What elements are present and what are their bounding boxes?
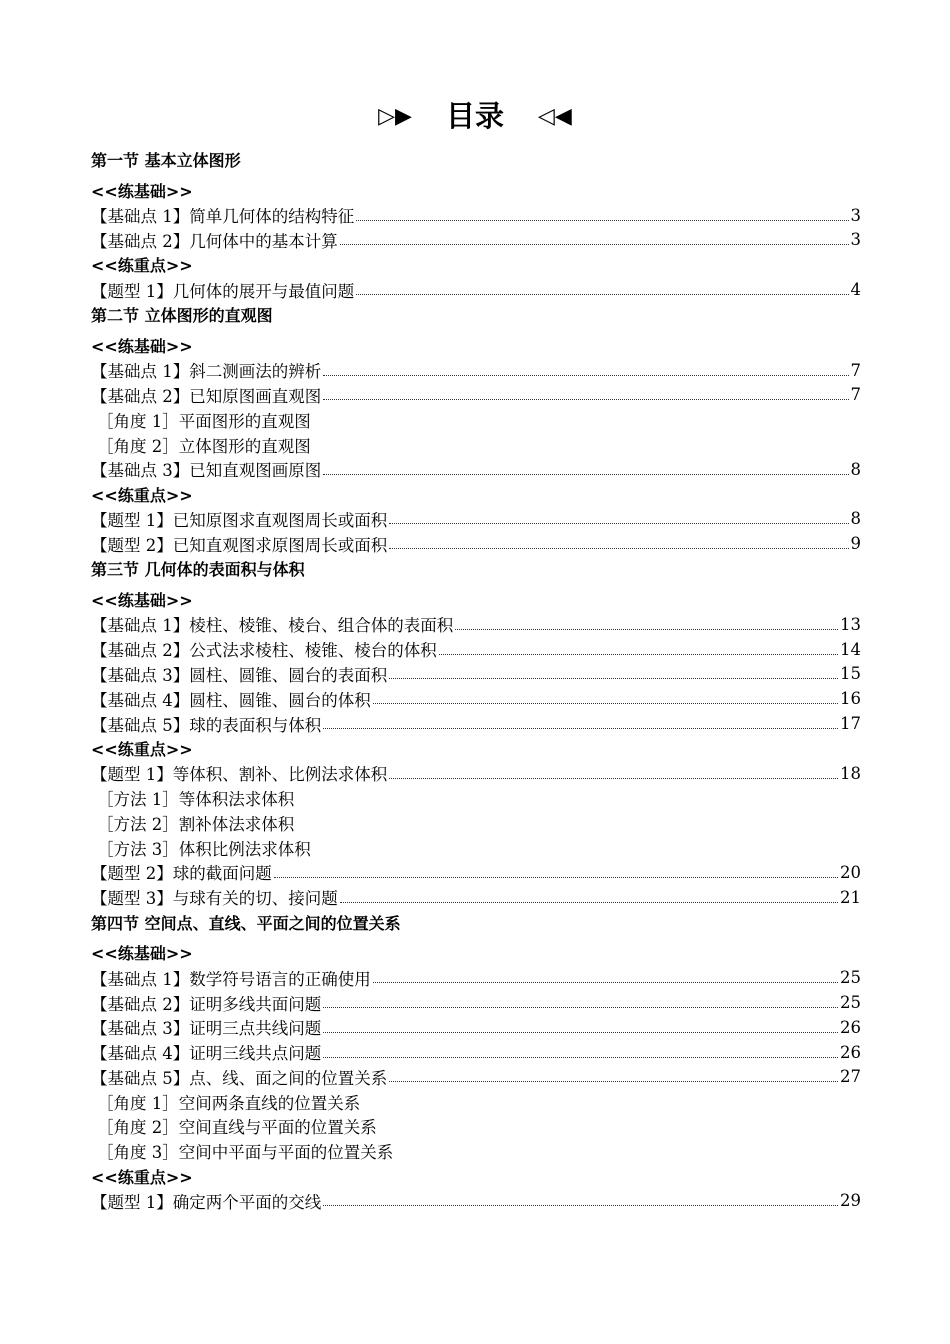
toc-entry[interactable] bbox=[91, 965, 861, 990]
page-number: 15 bbox=[840, 664, 861, 684]
toc-entry[interactable] bbox=[91, 531, 861, 556]
dot-leader bbox=[389, 523, 848, 524]
toc-subentry[interactable] bbox=[91, 1114, 861, 1139]
section-heading[interactable]: 第三节 几何体的表面积与体积 bbox=[91, 560, 305, 580]
entry-label: ［角度 2］空间直线与平面的位置关系 bbox=[97, 1118, 377, 1138]
page-number: 20 bbox=[840, 862, 861, 882]
toc-entry[interactable] bbox=[91, 662, 861, 687]
toc-entry[interactable] bbox=[91, 860, 861, 885]
section-heading[interactable]: 第四节 空间点、直线、平面之间的位置关系 bbox=[91, 913, 401, 933]
toc-subentry[interactable] bbox=[91, 1089, 861, 1114]
entry-label: 【基础点 2】几何体中的基本计算 bbox=[91, 231, 338, 251]
entry-label: ［方法 1］等体积法求体积 bbox=[97, 789, 295, 809]
page-number: 25 bbox=[840, 968, 861, 988]
entry-label: 【题型 3】与球有关的切、接问题 bbox=[91, 889, 338, 909]
dot-leader bbox=[323, 399, 848, 400]
dot-leader bbox=[356, 220, 848, 221]
right-triangle-icon: ▷▶ bbox=[378, 104, 412, 129]
dot-leader bbox=[373, 703, 838, 704]
entry-label: 【基础点 1】简单几何体的结构特征 bbox=[91, 207, 355, 227]
entry-label: 【基础点 4】圆柱、圆锥、圆台的体积 bbox=[91, 690, 371, 710]
page-number: 29 bbox=[840, 1191, 861, 1211]
page-number: 18 bbox=[840, 763, 861, 783]
page-number: 27 bbox=[840, 1067, 861, 1087]
toc-entry[interactable] bbox=[91, 1040, 861, 1065]
page-number: 26 bbox=[840, 1017, 861, 1037]
toc-subentry[interactable] bbox=[91, 786, 861, 811]
dot-leader bbox=[323, 1057, 838, 1058]
entry-label: 【基础点 5】点、线、面之间的位置关系 bbox=[91, 1068, 388, 1088]
page-number: 4 bbox=[850, 280, 861, 300]
toc-subentry[interactable] bbox=[91, 1139, 861, 1164]
dot-leader bbox=[340, 244, 849, 245]
page-number: 26 bbox=[840, 1042, 861, 1062]
toc-subentry[interactable] bbox=[91, 407, 861, 432]
level-heading: <<练基础>> bbox=[91, 181, 193, 201]
title-text: 目录 bbox=[445, 99, 504, 133]
entry-label: 【题型 1】确定两个平面的交线 bbox=[91, 1192, 322, 1212]
entry-label: 【题型 1】等体积、割补、比例法求体积 bbox=[91, 765, 388, 785]
page-number: 8 bbox=[850, 509, 861, 529]
entry-label: 【基础点 1】数学符号语言的正确使用 bbox=[91, 969, 371, 989]
level-heading: <<练基础>> bbox=[91, 591, 193, 611]
entry-label: 【基础点 4】证明三线共点问题 bbox=[91, 1044, 322, 1064]
dot-leader bbox=[323, 1205, 838, 1206]
dot-leader bbox=[323, 474, 848, 475]
toc-entry[interactable] bbox=[91, 761, 861, 786]
entry-label: ［方法 2］割补体法求体积 bbox=[97, 814, 295, 834]
level-heading: <<练重点>> bbox=[91, 256, 193, 276]
toc-entry[interactable] bbox=[91, 203, 861, 228]
toc-subentry[interactable] bbox=[91, 810, 861, 835]
dot-leader bbox=[356, 294, 848, 295]
dot-leader bbox=[389, 778, 838, 779]
toc-entry[interactable] bbox=[91, 711, 861, 736]
toc-entry[interactable] bbox=[91, 612, 861, 637]
dot-leader bbox=[439, 654, 838, 655]
toc-entry[interactable] bbox=[91, 637, 861, 662]
toc-entry[interactable] bbox=[91, 885, 861, 910]
page-number: 3 bbox=[850, 230, 861, 250]
entry-label: 【基础点 3】已知直观图画原图 bbox=[91, 461, 322, 481]
entry-label: 【基础点 3】证明三点共线问题 bbox=[91, 1019, 322, 1039]
level-heading: <<练重点>> bbox=[91, 485, 193, 505]
page-number: 16 bbox=[840, 689, 861, 709]
entry-label: 【题型 2】已知直观图求原图周长或面积 bbox=[91, 535, 388, 555]
entry-label: 【基础点 2】已知原图画直观图 bbox=[91, 386, 322, 406]
dot-leader bbox=[373, 982, 838, 983]
entry-label: 【基础点 5】球的表面积与体积 bbox=[91, 715, 322, 735]
toc-entry[interactable] bbox=[91, 358, 861, 383]
dot-leader bbox=[323, 375, 848, 376]
page-number: 8 bbox=[850, 459, 861, 479]
left-triangle-icon: ◁◀ bbox=[538, 104, 572, 129]
entry-label: 【题型 2】球的截面问题 bbox=[91, 864, 272, 884]
level-heading: <<练重点>> bbox=[91, 739, 193, 759]
toc-entry[interactable] bbox=[91, 1015, 861, 1040]
toc-entry[interactable] bbox=[91, 228, 861, 253]
entry-label: 【基础点 2】公式法求棱柱、棱锥、棱台的体积 bbox=[91, 641, 437, 661]
entry-label: ［方法 3］体积比例法求体积 bbox=[97, 839, 311, 859]
dot-leader bbox=[323, 1032, 838, 1033]
level-heading: <<练基础>> bbox=[91, 336, 193, 356]
toc-subentry[interactable] bbox=[91, 835, 861, 860]
page-number: 13 bbox=[840, 614, 861, 634]
page-number: 7 bbox=[850, 385, 861, 405]
entry-label: ［角度 2］立体图形的直观图 bbox=[97, 436, 311, 456]
toc-entry[interactable] bbox=[91, 686, 861, 711]
dot-leader bbox=[389, 1081, 838, 1082]
entry-label: ［角度 1］空间两条直线的位置关系 bbox=[97, 1093, 361, 1113]
page-number: 14 bbox=[840, 639, 861, 659]
page-title bbox=[0, 96, 950, 137]
toc-entry[interactable] bbox=[91, 1188, 861, 1213]
toc-entry[interactable] bbox=[91, 507, 861, 532]
dot-leader bbox=[323, 1007, 838, 1008]
entry-label: ［角度 3］空间中平面与平面的位置关系 bbox=[97, 1143, 394, 1163]
page-number: 9 bbox=[850, 534, 861, 554]
toc-entry[interactable] bbox=[91, 383, 861, 408]
table-of-contents bbox=[91, 147, 861, 1213]
entry-label: ［角度 1］平面图形的直观图 bbox=[97, 411, 311, 431]
dot-leader bbox=[455, 629, 838, 630]
entry-label: 【基础点 1】斜二测画法的辨析 bbox=[91, 362, 322, 382]
dot-leader bbox=[389, 548, 848, 549]
entry-label: 【基础点 3】圆柱、圆锥、圆台的表面积 bbox=[91, 665, 388, 685]
toc-subentry[interactable] bbox=[91, 432, 861, 457]
entry-label: 【基础点 1】棱柱、棱锥、棱台、组合体的表面积 bbox=[91, 616, 454, 636]
section-heading[interactable]: 第二节 立体图形的直观图 bbox=[91, 305, 273, 325]
entry-label: 【题型 1】已知原图求直观图周长或面积 bbox=[91, 510, 388, 530]
page-number: 7 bbox=[850, 360, 861, 380]
page-number: 3 bbox=[850, 205, 861, 225]
page-number: 17 bbox=[840, 714, 861, 734]
dot-leader bbox=[389, 678, 838, 679]
section-heading[interactable]: 第一节 基本立体图形 bbox=[91, 151, 241, 170]
level-heading: <<练重点>> bbox=[91, 1167, 193, 1187]
toc-entry[interactable] bbox=[91, 1065, 861, 1090]
toc-entry[interactable] bbox=[91, 990, 861, 1015]
level-heading: <<练基础>> bbox=[91, 944, 193, 964]
toc-entry[interactable] bbox=[91, 277, 861, 302]
entry-label: 【基础点 2】证明多线共面问题 bbox=[91, 994, 322, 1014]
page-number: 21 bbox=[840, 887, 861, 907]
page-number: 25 bbox=[840, 993, 861, 1012]
toc-entry[interactable] bbox=[91, 457, 861, 482]
dot-leader bbox=[323, 728, 838, 729]
dot-leader bbox=[340, 902, 838, 903]
dot-leader bbox=[274, 877, 838, 878]
entry-label: 【题型 1】几何体的展开与最值问题 bbox=[91, 281, 355, 301]
